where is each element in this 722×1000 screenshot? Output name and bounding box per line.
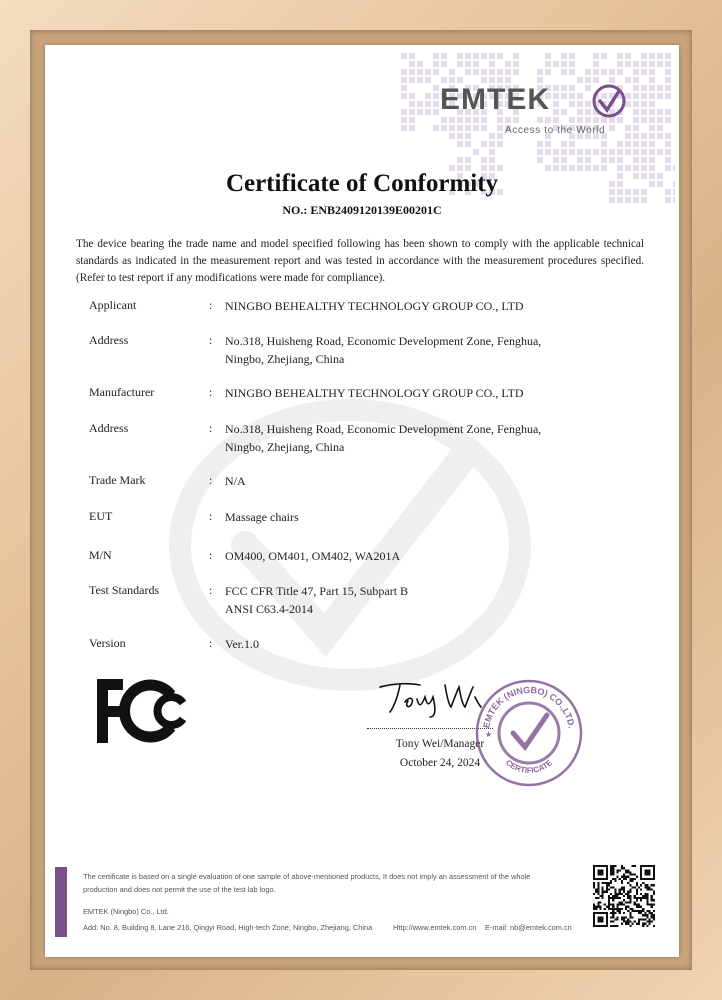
model-number-value: OM400, OM401, OM402, WA201A — [225, 549, 401, 563]
test-standards-value: FCC CFR Title 47, Part 15, Subpart B — [225, 584, 409, 598]
model-number-colon: : — [209, 548, 213, 562]
manufacturer-label: Manufacturer — [89, 385, 155, 399]
trade-mark-label: Trade Mark — [89, 473, 146, 487]
eut-label: EUT — [89, 509, 113, 523]
trade-mark-value: N/A — [225, 474, 246, 488]
handwritten-signature — [375, 677, 485, 719]
applicant-address-colon: : — [209, 333, 213, 347]
applicant-value: NINGBO BEHEALTHY TECHNOLOGY GROUP CO., LTD — [225, 299, 524, 313]
fcc-logo-icon — [93, 675, 193, 747]
footer-accent-bar — [55, 867, 67, 937]
footer-disclaimer-line-1: The certificate is based on a single evaluation of one sample of above-mentioned products, It does not imply an assessment of the whole — [83, 872, 531, 881]
applicant-label: Applicant — [89, 298, 137, 312]
applicant-address-value: No.318, Huisheng Road, Economic Development Zone, Fenghua, Ningbo, Zhejiang, China — [225, 334, 542, 366]
manufacturer-colon: : — [209, 385, 213, 399]
svg-text:EMTEK (NINGBO) CO.,LTD.: EMTEK (NINGBO) CO.,LTD. — [481, 684, 577, 729]
certificate-number: NO.: ENB2409120139E00201C — [282, 203, 442, 217]
eut-value: Massage chairs — [225, 510, 299, 524]
footer-company-name: EMTEK (Ningbo) Co., Ltd. — [83, 907, 169, 916]
logo-tagline: Access to the World — [505, 125, 606, 136]
svg-text:CERTIFICATE: CERTIFICATE — [503, 758, 555, 776]
applicant-colon: : — [209, 298, 213, 312]
footer-address: Add: No. 8, Building 8, Lane 216, Qingyi Road, High-tech Zone, Ningbo, Zhejiang, China — [83, 923, 373, 932]
intro-paragraph: The device bearing the trade name and model specified following has been shown to comply with the applicable technical standards as indicated in the measurement report and was tested in accordance with the measurement procedures specified. (Refer to test report if any modifications were made for compliance). — [76, 238, 644, 284]
version-label: Version — [89, 636, 126, 650]
footer-email: E-mail: nb@emtek.com.cn — [485, 923, 572, 932]
version-colon: : — [209, 636, 213, 650]
signature-date: October 24, 2024 — [399, 757, 481, 769]
manufacturer-value: NINGBO BEHEALTHY TECHNOLOGY GROUP CO., LTD — [225, 386, 524, 400]
svg-text:★: ★ — [485, 730, 493, 739]
manufacturer-address-label: Address — [89, 421, 129, 435]
version-value: Ver.1.0 — [225, 637, 259, 651]
test-standards-value-2: ANSI C63.4-2014 — [225, 602, 314, 616]
qr-code-icon — [593, 865, 655, 927]
trade-mark-colon: : — [209, 473, 213, 487]
eut-colon: : — [209, 509, 213, 523]
certificate-paper — [45, 45, 679, 957]
manufacturer-address-value: No.318, Huisheng Road, Economic Development Zone, Fenghua, Ningbo, Zhejiang, China — [225, 422, 542, 454]
certificate-title: Certificate of Conformity — [225, 170, 499, 197]
manufacturer-address-colon: : — [209, 421, 213, 435]
logo-brand-text: EMTEK — [440, 83, 550, 116]
model-number-label: M/N — [89, 548, 112, 562]
applicant-address-label: Address — [89, 333, 129, 347]
signatory-name: Tony Wei/Manager — [395, 738, 485, 750]
footer-disclaimer-line-2: production and does not permit the use of the test lab logo. — [83, 885, 276, 894]
test-standards-colon: : — [209, 583, 213, 597]
test-standards-label: Test Standards — [89, 583, 160, 597]
emtek-logo — [440, 83, 640, 143]
company-stamp-seal — [473, 677, 585, 789]
logo-check-icon — [592, 84, 626, 118]
footer-website: Http://www.emtek.com.cn — [393, 923, 477, 932]
